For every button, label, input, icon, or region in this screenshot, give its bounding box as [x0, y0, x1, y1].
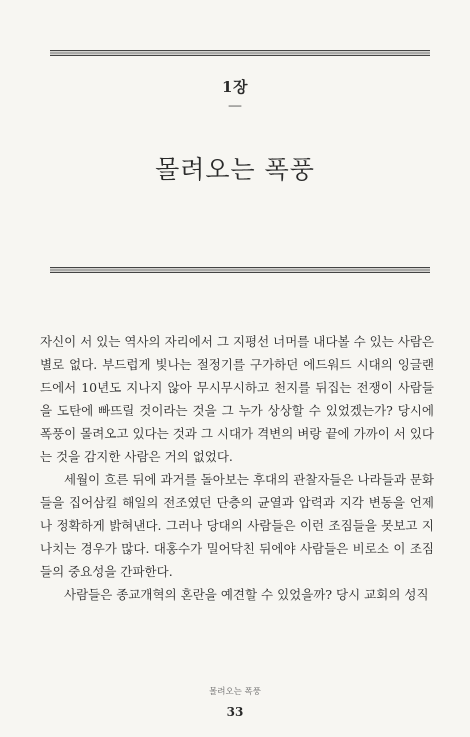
paragraph: 자신이 서 있는 역사의 자리에서 그 지평선 너머를 내다볼 수 있는 사람은 별로 없다. 부드럽게 빛나는 절정기를 구가하던 에드워드 시대의 잉글랜드에서 10년도 지나지 않아 무시무시하고 천지를 뒤집는 전쟁이 사람들을 도탄에 빠뜨릴 것이라는 것을 그 누가 상상할 수 있었겠는가? 당시에 폭풍이 몰려오고 있다는 것과 그 시대가 격변의 벼랑 끝에 가까이 서 있다는 것을 감지한 사람은 거의 없었다. [40, 334, 434, 464]
running-footer-title: 몰려오는 폭풍 [209, 687, 261, 697]
paragraph: 사람들은 종교개혁의 혼란을 예견할 수 있었을까? 당시 교회의 성직 [64, 587, 429, 602]
top-rule [50, 50, 430, 56]
body-text [40, 330, 434, 606]
chapter-dash: — [228, 98, 242, 114]
chapter-title: 몰려오는 폭풍 [155, 155, 315, 184]
page-number: 33 [226, 705, 244, 719]
bottom-rule [50, 267, 430, 273]
chapter-number: 1장 [222, 78, 248, 96]
paragraph: 세월이 흐른 뒤에 과거를 돌아보는 후대의 관찰자들은 나라들과 문화들을 집어삼킬 해일의 전조였던 단층의 균열과 압력과 지각 변동을 언제나 정확하게 밝혀낸다. 그러나 당대의 사람들은 이런 조짐들을 못보고 지나치는 경우가 많다. 대홍수가 밀어닥친 뒤에야 사람들은 비로소 이 조짐들의 중요성을 간파한다. [40, 472, 434, 579]
